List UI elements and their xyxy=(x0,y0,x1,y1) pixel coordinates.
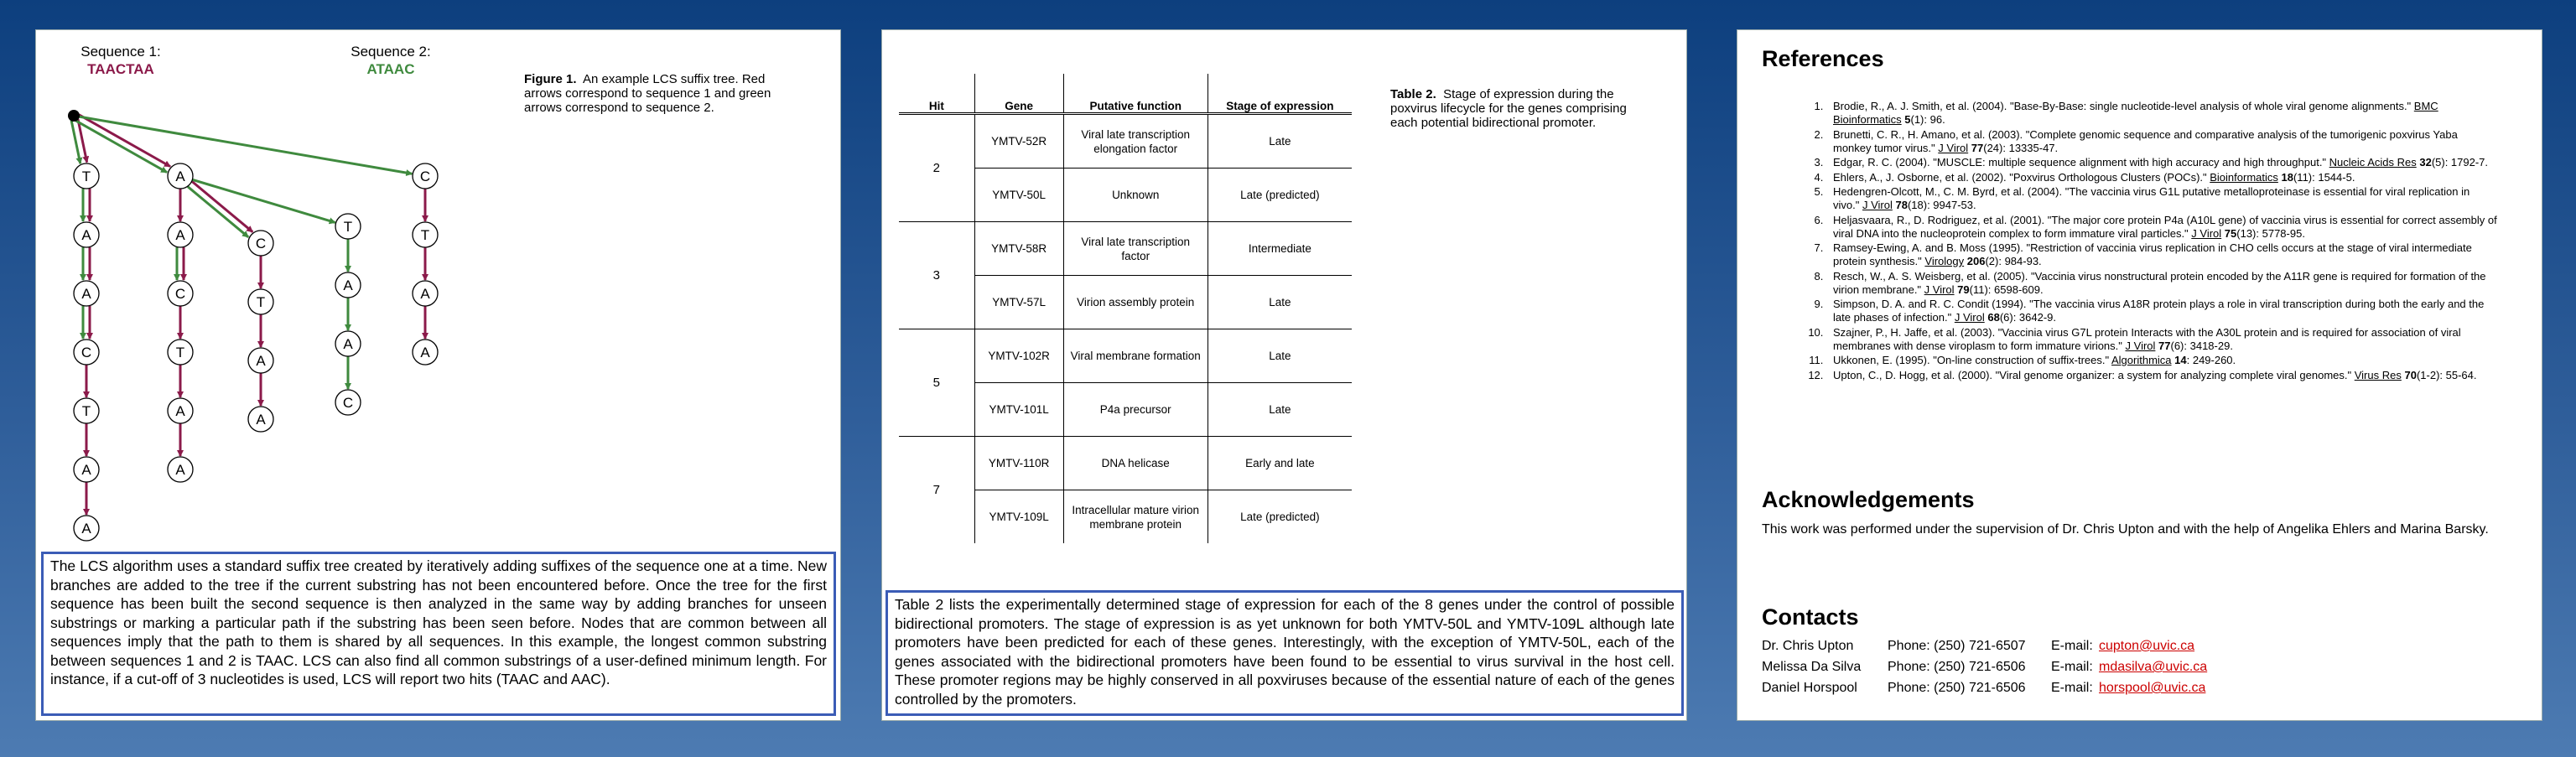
tree-node xyxy=(74,398,99,423)
contact-phone: Phone: (250) 721-6506 xyxy=(1888,681,2026,695)
function-cell: DNA helicase xyxy=(1063,437,1208,490)
journal-link[interactable]: J Virol xyxy=(1924,283,1955,296)
hit-cell: 2 xyxy=(899,114,974,222)
table-row xyxy=(899,222,1352,276)
tree-node xyxy=(168,340,193,365)
tree-node-letter: A xyxy=(256,353,266,369)
acknowledgements-title: Acknowledgements xyxy=(1762,487,1975,512)
seq1-label: Sequence 1: xyxy=(80,44,161,60)
seq2-label: Sequence 2: xyxy=(351,44,431,60)
tree-node-letter: T xyxy=(81,169,91,184)
gene-cell: YMTV-101L xyxy=(974,383,1063,437)
reference-item: 4. Ehlers, A., J. Osborne, et al. (2002). "Poxvirus Orthologous Clusters (POCs)." Bioinformatics 18(11): 1544-5. xyxy=(1826,171,2497,184)
seq1-arrow xyxy=(79,115,170,167)
function-cell: Unknown xyxy=(1063,169,1208,222)
reference-item: 9. Simpson, D. A. and R. C. Condit (1994). "The vaccinia virus A18R protein plays a role in viral transcription during both the early and the late phases of infection." J Virol 68(6): 3642-9. xyxy=(1826,298,2497,324)
acknowledgements-text: This work was performed under the supervision of Dr. Chris Upton and with the help of Angelika Ehlers and Marina Barsky. xyxy=(1762,522,2489,537)
panel-expression-table xyxy=(881,29,1687,721)
stage-cell: Late (predicted) xyxy=(1208,490,1352,544)
tree-node-letter: A xyxy=(175,403,185,419)
contact-name: Melissa Da Silva xyxy=(1762,660,1862,674)
figure-caption xyxy=(524,72,801,115)
tree-node-letter: A xyxy=(81,462,91,478)
contact-email-label: E-mail: xyxy=(2051,639,2093,653)
function-cell: P4a precursor xyxy=(1063,383,1208,437)
reference-item: 1. Brodie, R., A. J. Smith, et al. (2004). "Base-By-Base: single nucleotide-level analysis of whole viral genome alignments." BMC Bioinformatics 5(1): 96. xyxy=(1826,100,2497,127)
contact-name: Daniel Horspool xyxy=(1762,681,1857,695)
journal-link[interactable]: J Virol xyxy=(2125,339,2156,352)
tree-node-letter: T xyxy=(175,345,185,360)
journal-link[interactable]: J Virol xyxy=(2191,226,2222,240)
header-stage: Stage of expression xyxy=(1208,74,1352,114)
gene-cell: YMTV-52R xyxy=(974,114,1063,169)
function-cell: Intracellular mature virion membrane protein xyxy=(1063,490,1208,544)
tree-node-letter: A xyxy=(81,227,91,243)
function-cell: Viral late transcription factor xyxy=(1063,222,1208,276)
contact-email-label: E-mail: xyxy=(2051,681,2093,695)
hit-cell: 7 xyxy=(932,483,940,497)
lcs-description: The LCS algorithm uses a standard suffix tree created by iteratively adding suffixes of the sequence one at a time. New branches are added to the tree if the current substring has not been encountered before. Once the tree for the first sequence has been built the second sequence is then analyzed in the same way by adding branches for unseen substrings or marking a particular path if the substring has been seen before. Nodes that are common between all sequences imply that the path to them is shared by all sequences. In this example, the longest common substring between sequences 1 and 2 is TAAC. LCS can also find all common substrings of a user-defined minimum length. For instance, if a cut-off of 3 nucleotides is used, LCS will report two hits (TAAC and AAC). xyxy=(41,552,836,716)
tree-edges xyxy=(71,115,425,515)
contact-email-link[interactable]: mdasilva@uvic.ca xyxy=(2099,660,2208,674)
tree-root xyxy=(68,110,80,122)
tree-node xyxy=(74,340,99,365)
seq1-value: TAACTAA xyxy=(87,61,154,77)
gene-cell: YMTV-50L xyxy=(974,169,1063,222)
reference-item: 12. Upton, C., D. Hogg, et al. (2000). "Viral genome organizer: a system for analyzing complete viral genomes." Virus Res 70(1-2): 55-64. xyxy=(1826,369,2497,382)
tree-node xyxy=(413,222,438,247)
header-function: Putative function xyxy=(1063,74,1208,114)
tree-node-letter: C xyxy=(255,236,267,251)
tree-node xyxy=(168,222,193,247)
tree-node xyxy=(168,457,193,482)
tree-node-letter: A xyxy=(343,277,353,293)
contact-email-link[interactable]: cupton@uvic.ca xyxy=(2099,639,2195,653)
contact-email-link[interactable]: horspool@uvic.ca xyxy=(2099,681,2206,695)
journal-link[interactable]: Nucleic Acids Res xyxy=(2329,156,2417,169)
tree-node-letter: A xyxy=(175,169,185,184)
tree-node xyxy=(248,289,273,314)
tree-node-letter: C xyxy=(342,395,354,411)
reference-item: 11. Ukkonen, E. (1995). "On-line construction of suffix-trees." Algorithmica 14: 249-260. xyxy=(1826,354,2497,367)
journal-link[interactable]: Virology xyxy=(1924,255,1965,267)
function-cell: Viral late transcription elongation factor xyxy=(1063,114,1208,169)
expression-table xyxy=(899,74,1352,543)
tree-node xyxy=(335,272,361,298)
tree-node-letter: T xyxy=(81,403,91,419)
references-list xyxy=(1803,100,2497,383)
stage-cell: Late xyxy=(1208,276,1352,329)
tree-node xyxy=(168,163,193,189)
reference-item: 8. Resch, W., A. S. Weisberg, et al. (2005). "Vaccinia virus nonstructural protein encoded by the A11R gene is required for formation of the virion membrane." J Virol 79(11): 6598-609. xyxy=(1826,270,2497,297)
tree-node-letter: A xyxy=(81,286,91,302)
tree-node-letter: A xyxy=(175,227,185,243)
stage-cell: Late (predicted) xyxy=(1208,169,1352,222)
journal-link[interactable]: Algorithmica xyxy=(2111,354,2172,366)
stage-cell: Early and late xyxy=(1208,437,1352,490)
tree-node-letter: C xyxy=(80,345,92,360)
seq2-value: ATAAC xyxy=(366,61,415,77)
tree-node xyxy=(74,163,99,189)
gene-cell: YMTV-110R xyxy=(974,437,1063,490)
hit-cell: 3 xyxy=(899,222,974,329)
tree-node xyxy=(413,163,438,189)
journal-link[interactable]: J Virol xyxy=(1862,199,1893,211)
table-caption-text: Stage of expression during the poxvirus lifecycle for the genes comprising each potential bidirectional promoter. xyxy=(1390,87,1627,130)
gene-cell: YMTV-102R xyxy=(974,329,1063,383)
gene-cell: YMTV-58R xyxy=(974,222,1063,276)
journal-link[interactable]: Virus Res xyxy=(2354,368,2402,381)
tree-node-letter: T xyxy=(343,219,353,235)
contact-phone: Phone: (250) 721-6507 xyxy=(1888,639,2026,653)
table-header-row xyxy=(899,74,1352,114)
figure-label: Figure 1. xyxy=(524,72,577,86)
journal-link[interactable]: J Virol xyxy=(1938,141,1969,154)
table-row xyxy=(899,329,1352,383)
tree-node xyxy=(335,331,361,356)
stage-cell: Late xyxy=(1208,114,1352,169)
header-hit: Hit xyxy=(899,74,974,114)
tree-node xyxy=(335,390,361,415)
tree-node xyxy=(413,281,438,306)
reference-item: 10. Szajner, P., H. Jaffe, et al. (2003). "Vaccinia virus G7L protein Interacts with the A30L protein and is required for association of viral membranes with dense viroplasm to form immature virions." J Virol 77(6): 3418-29. xyxy=(1826,326,2497,353)
journal-link[interactable]: J Virol xyxy=(1954,311,1985,324)
reference-item: 5. Hedengren-Olcott, M., C. M. Byrd, et al. (2004). "The vaccinia virus G1L putative metalloproteinase is essential for viral replication in vivo." J Virol 78(18): 9947-53. xyxy=(1826,185,2497,212)
tree-node-letter: A xyxy=(420,345,430,360)
stage-cell: Late xyxy=(1208,329,1352,383)
journal-link[interactable]: Bioinformatics xyxy=(2210,170,2278,184)
tree-node xyxy=(74,222,99,247)
function-cell: Virion assembly protein xyxy=(1063,276,1208,329)
seq2-arrow xyxy=(78,117,412,174)
tree-node xyxy=(168,281,193,306)
tree-node-letter: C xyxy=(174,286,186,302)
tree-node xyxy=(413,340,438,365)
stage-cell: Late xyxy=(1208,383,1352,437)
reference-item: 6. Heljasvaara, R., D. Rodriguez, et al. (2001). "The major core protein P4a (A10L gene) of vaccinia virus is essential for correct assembly of viral DNA into the nucleoprotein complex to form immature viral particles." J Virol 75(13): 5778-95. xyxy=(1826,214,2497,241)
reference-item: 2. Brunetti, C. R., H. Amano, et al. (2003). "Complete genomic sequence and comparative analysis of the tumorigenic poxvirus Yaba monkey tumor virus." J Virol 77(24): 13335-47. xyxy=(1826,128,2497,155)
tree-node-letter: C xyxy=(419,169,431,184)
tree-node-letter: A xyxy=(420,286,430,302)
tree-node xyxy=(168,398,193,423)
tree-node-letter: A xyxy=(343,336,353,352)
tree-nodes xyxy=(68,110,438,541)
table-row xyxy=(899,437,1352,490)
tree-node xyxy=(248,231,273,256)
tree-node-letter: A xyxy=(81,521,91,537)
tree-node xyxy=(74,516,99,541)
tree-node-letter: T xyxy=(420,227,430,243)
table-label: Table 2. xyxy=(1390,87,1436,101)
contact-name: Dr. Chris Upton xyxy=(1762,639,1854,653)
tree-node-letter: A xyxy=(256,412,266,428)
panel-references xyxy=(1737,29,2542,721)
reference-item: 3. Edgar, R. C. (2004). "MUSCLE: multiple sequence alignment with high accuracy and high throughput." Nucleic Acids Res 32(5): 1792-7. xyxy=(1826,156,2497,169)
gene-cell: YMTV-57L xyxy=(974,276,1063,329)
contact-email-label: E-mail: xyxy=(2051,660,2093,674)
table-description: Table 2 lists the experimentally determined stage of expression for each of the 8 genes under the control of possible bidirectional promoters. The stage of expression is as yet unknown for both YMTV-50L and YMTV-109L although late promoters have been predicted for each of these genes. Interestingly, with the exception of YMTV-50L, each of the genes associated with the bidirectional promoters have been found to be essential to virus survival in the host cell. These promoter regions may be highly conserved in all poxviruses because of the essential nature of each of the genes controlled by the promoters. xyxy=(886,590,1684,716)
references-title: References xyxy=(1762,46,1884,71)
tree-node xyxy=(74,457,99,482)
contact-phone: Phone: (250) 721-6506 xyxy=(1888,660,2026,674)
figure-caption-text: An example LCS suffix tree. Red arrows correspond to sequence 1 and green arrows correspond to sequence 2. xyxy=(524,72,771,115)
stage-cell: Intermediate xyxy=(1208,222,1352,276)
tree-node xyxy=(74,281,99,306)
tree-node xyxy=(248,348,273,373)
contacts-title: Contacts xyxy=(1762,604,1859,630)
reference-item: 7. Ramsey-Ewing, A. and B. Moss (1995). "Restriction of vaccinia virus replication in CHO cells occurs at the stage of viral intermediate protein synthesis." Virology 206(2): 984-93. xyxy=(1826,241,2497,268)
table-caption xyxy=(1390,87,1642,130)
tree-node-letter: A xyxy=(175,462,185,478)
table-row xyxy=(899,114,1352,169)
tree-node xyxy=(335,214,361,239)
hit-cell: 5 xyxy=(899,329,974,437)
tree-node-letter: T xyxy=(256,294,266,310)
gene-cell: YMTV-109L xyxy=(974,490,1063,544)
function-cell: Viral membrane formation xyxy=(1063,329,1208,383)
tree-node xyxy=(248,407,273,432)
header-gene: Gene xyxy=(974,74,1063,114)
journal-link[interactable]: BMC Bioinformatics xyxy=(1833,100,2438,126)
panel-suffix-tree xyxy=(35,29,841,721)
